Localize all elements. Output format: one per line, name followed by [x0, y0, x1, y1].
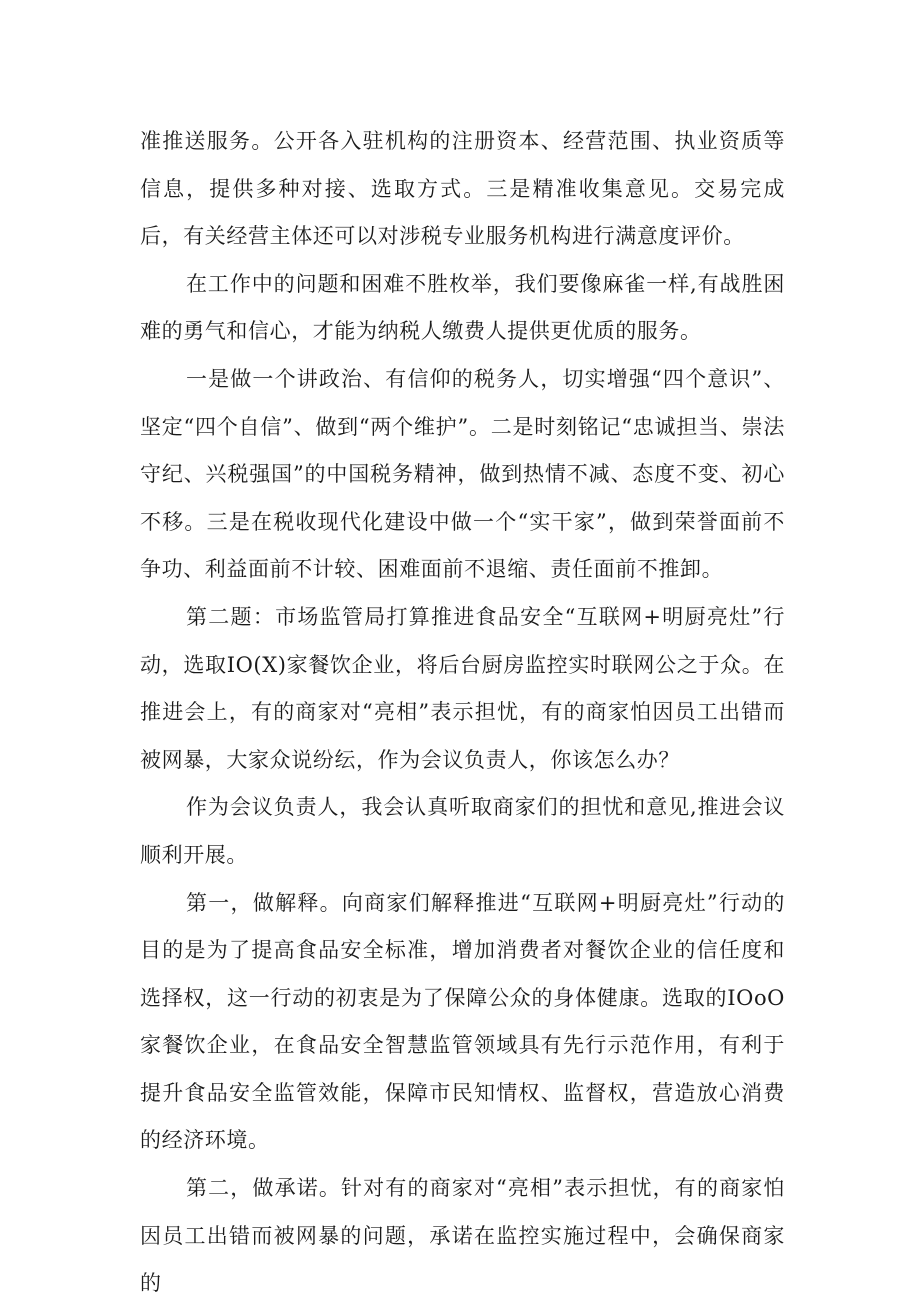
paragraph-3: 一是做一个讲政治、有信仰的税务人，切实增强“四个意识”、坚定“四个自信”、做到“两个维护”。二是时刻铭记“忠诚担当、崇法守纪、兴税强国”的中国税务精神，做到热情不减、态度不变、初心不移。三是在税收现代化建设中做一个“实干家”，做到荣誉面前不争功、利益面前不计较、困难面前不退缩、责任面前不推卸。: [140, 366, 785, 582]
paragraph-4-question: 第二题：市场监管局打算推进食品安全“互联网+明厨亮灶”行动，选取IO(X)家餐饮企业，将后台厨房监控实时联网公之于众。在推进会上，有的商家对“亮相”表示担忧，有的商家怕因员工出错而被网暴，大家众说纷纭，作为会议负责人，你该怎么办？: [140, 604, 785, 772]
paragraph-5: 作为会议负责人，我会认真听取商家们的担忧和意见,推进会议顺利开展。: [140, 795, 785, 867]
paragraph-6: 第一，做解释。向商家们解释推进“互联网+明厨亮灶”行动的目的是为了提高食品安全标准，增加消费者对餐饮企业的信任度和选择权，这一行动的初衷是为了保障公众的身体健康。选取的IOoO家餐饮企业，在食品安全智慧监管领域具有先行示范作用，有利于提升食品安全监管效能，保障市民知情权、监督权，营造放心消费的经济环境。: [140, 890, 785, 1153]
document-body: [140, 118, 785, 1308]
paragraph-7: 第二，做承诺。针对有的商家对“亮相”表示担忧，有的商家怕因员工出错而被网暴的问题，承诺在监控实施过程中，会确保商家的: [140, 1176, 785, 1296]
paragraph-2: 在工作中的问题和困难不胜枚举，我们要像麻雀一样,有战胜困难的勇气和信心，才能为纳税人缴费人提供更优质的服务。: [140, 271, 785, 344]
paragraph-1: 准推送服务。公开各入驻机构的注册资本、经营范围、执业资质等信息，提供多种对接、选取方式。三是精准收集意见。交易完成后，有关经营主体还可以对涉税专业服务机构进行满意度评价。: [140, 129, 785, 249]
